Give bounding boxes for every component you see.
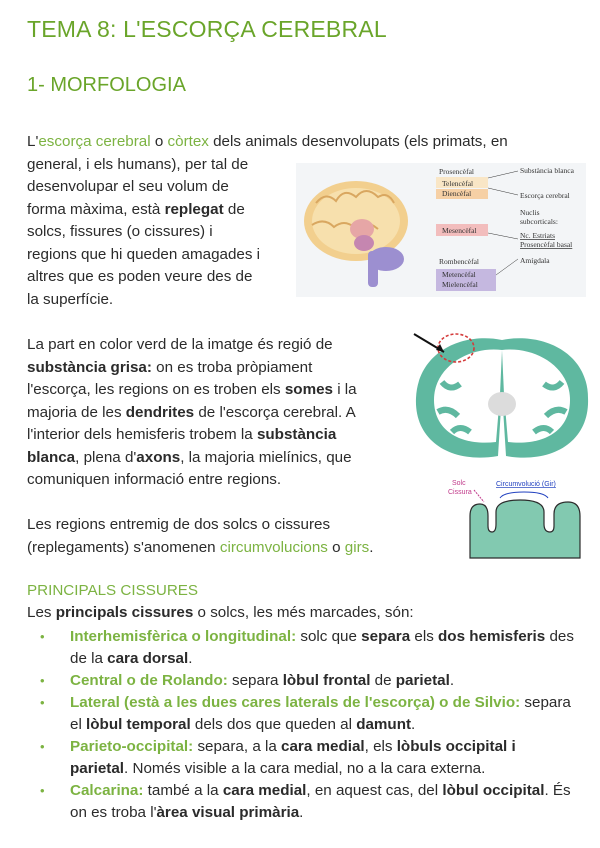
bullet-icon: • (40, 629, 45, 644)
label-nc-estriats: Nc. Estriats (520, 231, 555, 240)
label-escorca-cerebral: Escorça cerebral (520, 191, 570, 200)
coronal-brain-section-figure (412, 332, 592, 468)
bullet-icon: • (40, 673, 45, 688)
label-prosencefal: Prosencèfal (439, 167, 474, 176)
label-mielencefal: Mielencèfal (442, 280, 478, 289)
brain-divisions-figure (296, 163, 586, 297)
paragraph-cortex-intro: L'escorça cerebral o còrtex dels animals desenvolupats (els primats, en general, i els humans), per tal de desenvolupar el seu volum de forma màxima, està replegat de solcs, fissures (o cissures) i regions que hi queden amagades i altres que es poden veure des de la superfície. (27, 133, 508, 308)
label-diencefal: Diencèfal (442, 189, 472, 198)
label-circumvolucio: Circumvolució (Gir) (496, 481, 556, 488)
page-title: TEMA 8: L'ESCORÇA CEREBRAL (27, 16, 387, 42)
label-subcorticals: subcorticals: (520, 217, 558, 226)
label-telencefal: Telencèfal (442, 179, 474, 188)
label-prosencefal-basal: Prosencèfal basal (520, 240, 573, 249)
list-item: • Interhemisfèrica o longitudinal: solc que separa els dos hemisferis des de la cara dorsal. (40, 628, 574, 667)
list-item: • Parieto-occipital: separa, a la cara medial, els lòbuls occipital i parietal. Només visible a la cara medial, no a la cara externa. (40, 738, 516, 777)
sulcus-gyrus-diagram (440, 476, 590, 566)
paragraph-grey-matter: La part en color verd de la imatge és regió de substància grisa: on es troba pròpiament l'escorça, les regions on es troben els somes i la majoria de les dendrites de l'escorça cerebral. A l'interior dels hemisferis trobem la substància blanca, plena d'axons, la majoria mielínics, que comuniquen informació entre regions. (27, 336, 357, 488)
label-rombencefal: Rombencèfal (439, 257, 479, 266)
subheading-principal-fissures: PRINCIPALS CISSURES (27, 582, 199, 599)
label-mesencefal: Mesencèfal (442, 226, 477, 235)
label-metencefal: Metencèfal (442, 270, 476, 279)
list-item: • Central o de Rolando: separa lòbul frontal de parietal. (27, 670, 577, 692)
section-heading: 1- MORFOLOGIA (27, 74, 186, 96)
list-item: • Calcarina: també a la cara medial, en aquest cas, del lòbul occipital. És on es troba l'àrea visual primària. (40, 782, 571, 821)
label-amigdala: Amígdala (520, 256, 550, 265)
bullet-icon: • (40, 783, 45, 798)
paragraph-gyri: Les regions entremig de dos solcs o cissures (replegaments) s'anomenen circumvolucions o girs. (27, 516, 374, 556)
label-solc: Solc (452, 480, 466, 487)
list-item: • Lateral (està a les dues cares laterals de l'escorça) o de Silvio: separa el lòbul temporal dels dos que queden al damunt. (40, 694, 571, 733)
label-cissura: Cissura (448, 489, 472, 496)
bullet-icon: • (40, 739, 45, 754)
bullet-icon: • (40, 695, 45, 710)
fissures-intro: Les principals cissures o solcs, les més marcades, són: (27, 604, 414, 621)
label-substancia-blanca: Substància blanca (520, 166, 574, 175)
label-nuclis: Nuclis (520, 208, 540, 217)
fissures-list (27, 626, 577, 824)
